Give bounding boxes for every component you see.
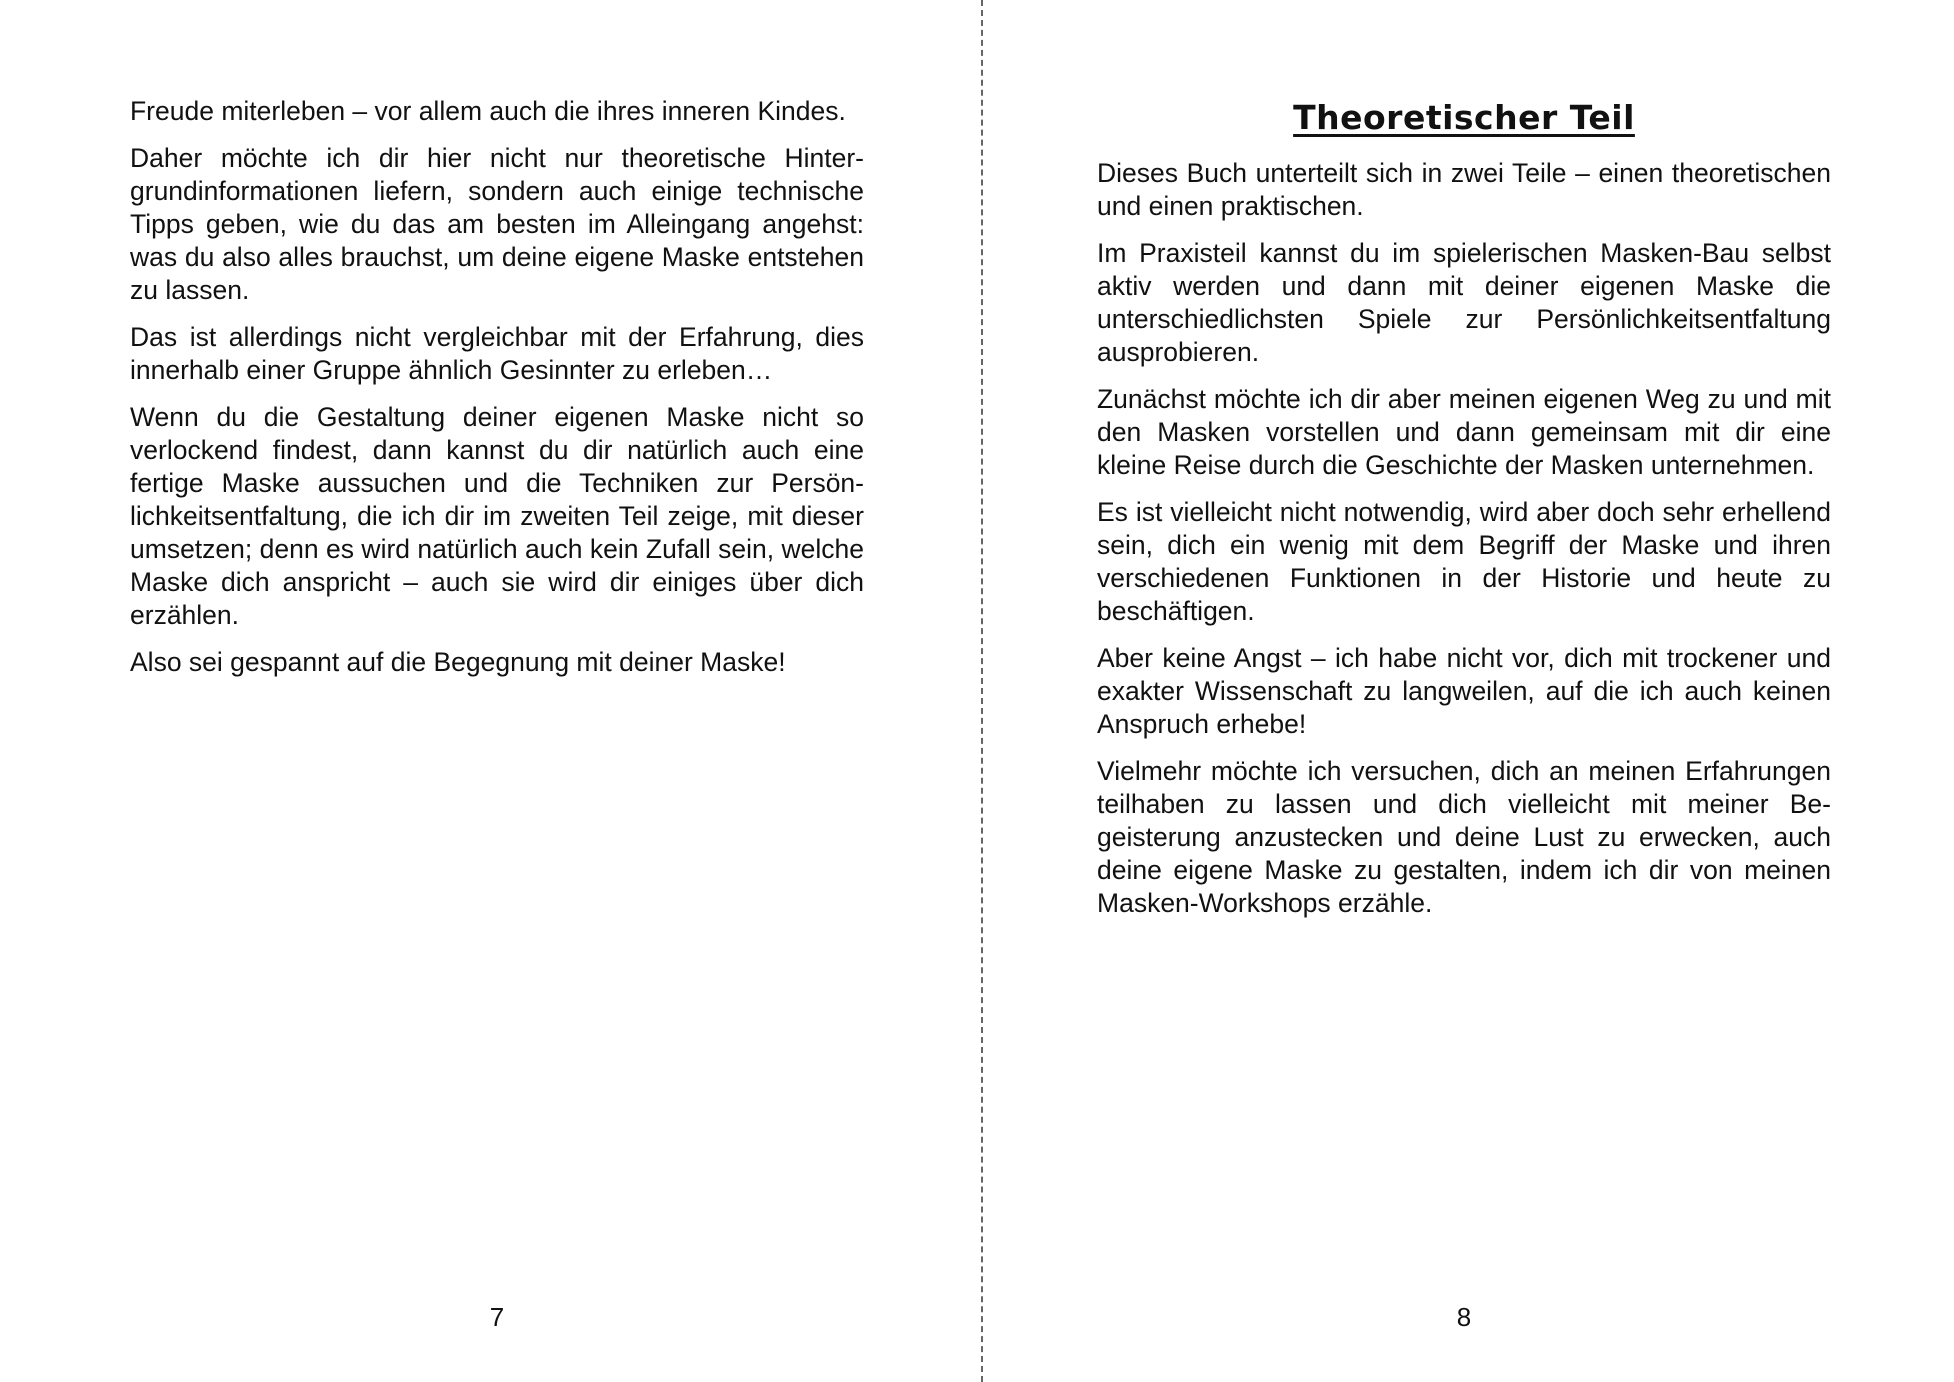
paragraph: Daher möchte ich dir hier nicht nur theoretische Hintergrundinformationen liefern, sondern auch einige technische Tipps geben, wie du das am besten im Alleingang angehst: was du also alles brauchst, um deine eigene Maske entstehen zu lassen. bbox=[130, 143, 864, 305]
paragraph: Also sei gespannt auf die Begegnung mit deiner Maske! bbox=[130, 647, 786, 677]
paragraph: Das ist allerdings nicht vergleichbar mit der Erfahrung, dies innerhalb einer Gruppe ähnlich Gesinnter zu erleben… bbox=[130, 322, 864, 385]
left-page bbox=[130, 0, 864, 1382]
paragraph: Vielmehr möchte ich versuchen, dich an meinen Erfahrungen teilhaben zu lassen und dich vielleicht mit meiner Begeisterung anzustecken und deine Lust zu erwecken, auch deine eigene Maske zu gestalten, indem ich dir von meinen Masken-Workshops erzähle. bbox=[1097, 756, 1831, 918]
paragraph: Im Praxisteil kannst du im spielerischen Masken-Bau selbst aktiv werden und dann mit deiner eigenen Maske die unterschiedlichsten Spiele zur Persönlichkeitsentfaltung ausprobieren. bbox=[1097, 238, 1831, 367]
paragraph: Dieses Buch unterteilt sich in zwei Teile – einen theoretischen und einen praktischen. bbox=[1097, 158, 1831, 221]
right-page bbox=[1097, 0, 1831, 1382]
page-number-left: 7 bbox=[489, 1302, 505, 1332]
paragraph: Es ist vielleicht nicht notwendig, wird aber doch sehr erhellend sein, dich ein wenig mit dem Begriff der Maske und ihren verschiedenen Funktionen in der Historie und heute zu beschäftigen. bbox=[1097, 497, 1831, 626]
paragraph: Freude miterleben – vor allem auch die ihres inneren Kindes. bbox=[130, 96, 846, 126]
page-fold-divider bbox=[981, 0, 983, 1382]
paragraph: Aber keine Angst – ich habe nicht vor, dich mit trockener und exakter Wissenschaft zu langweilen, auf die ich auch keinen Anspruch erhebe! bbox=[1097, 643, 1831, 739]
page-number-right: 8 bbox=[1456, 1302, 1472, 1332]
paragraph: Wenn du die Gestaltung deiner eigenen Maske nicht so verlockend findest, dann kannst du dir natürlich auch eine fertige Maske aussuchen und die Techniken zur Persönlichkeitsentfaltung, die ich dir im zweiten Teil zeige, mit dieser umsetzen; denn es wird natürlich auch kein Zufall sein, welche Maske dich anspricht – auch sie wird dir einiges über dich erzählen. bbox=[130, 402, 864, 630]
left-page-body bbox=[130, 95, 864, 693]
right-page-body bbox=[1097, 157, 1831, 934]
paragraph: Zunächst möchte ich dir aber meinen eigenen Weg zu und mit den Masken vorstellen und dann gemeinsam mit dir eine kleine Reise durch die Geschichte der Masken unternehmen. bbox=[1097, 384, 1831, 480]
chapter-heading: Theoretischer Teil bbox=[1293, 98, 1635, 137]
